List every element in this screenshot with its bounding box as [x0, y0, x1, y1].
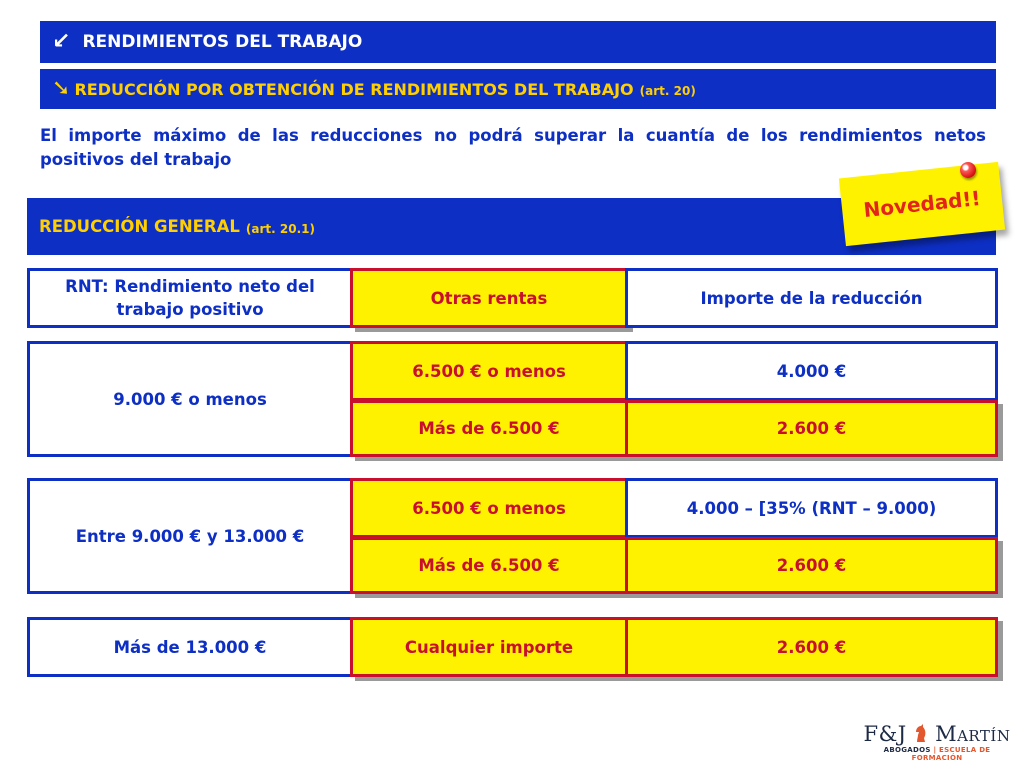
group1-row2-importe-label: 2.600 € [776, 419, 847, 438]
header-otras-label: Otras rentas [430, 288, 548, 308]
group1-row2-otras-label: Más de 6.500 € [418, 419, 560, 438]
logo-subtitle [862, 746, 1012, 762]
header-otras [350, 268, 628, 328]
subheader-title: REDUCCIÓN POR OBTENCIÓN DE RENDIMIENTOS DEL TRABAJO [74, 79, 634, 99]
group2-row1-importe-label: 4.000 – [35% (RNT – 9.000) [686, 498, 937, 518]
pushpin-icon [960, 162, 976, 178]
group2-row2-otras-label: Más de 6.500 € [418, 556, 560, 575]
subheader-article: (art. 20) [639, 84, 696, 98]
subheader-bar [40, 69, 996, 109]
header-importe-label: Importe de la reducción [700, 288, 923, 308]
group2-row2-otras [350, 537, 628, 594]
logo-name: Martín [935, 722, 1011, 746]
group3-rnt [27, 617, 353, 677]
group3-row1-otras-label: Cualquier importe [404, 637, 574, 657]
logo-main [862, 722, 1012, 746]
company-logo [862, 722, 1012, 762]
intro-text: El importe máximo de las reducciones no podrá superar la cuantía de los rendimientos netos positivos del trabajo [40, 126, 986, 169]
group1-row1-importe [625, 341, 998, 401]
header-rnt [27, 268, 353, 328]
group3-row1-otras [350, 617, 628, 677]
group2-rnt-label: Entre 9.000 € y 13.000 € [75, 526, 305, 546]
logo-sub-sep: | [933, 746, 937, 754]
group1-row1-importe-label: 4.000 € [776, 361, 847, 381]
group2-row1-otras [350, 478, 628, 538]
group1-rnt-label: 9.000 € o menos [113, 389, 267, 409]
header-importe [625, 268, 998, 328]
group3-rnt-label: Más de 13.000 € [113, 637, 267, 657]
group3-row1-importe [625, 617, 998, 677]
group2-rnt [27, 478, 353, 594]
group1-row1-otras-label: 6.500 € o menos [412, 361, 566, 381]
logo-sub-left: ABOGADOS [883, 746, 931, 754]
logo-sub-right: ESCUELA DE FORMACIÓN [911, 746, 991, 762]
group2-row1-importe [625, 478, 998, 538]
group2-row2-importe [625, 537, 998, 594]
group1-row2-otras [350, 400, 628, 457]
group2-row2-importe-label: 2.600 € [776, 556, 847, 575]
group3-row1-importe-label: 2.600 € [776, 637, 847, 657]
group1-row1-otras [350, 341, 628, 401]
group2-row1-otras-label: 6.500 € o menos [412, 498, 566, 518]
header-bar [40, 21, 996, 63]
group1-row2-importe [625, 400, 998, 457]
sticky-note-text: Novedad!! [862, 185, 982, 223]
logo-initials: F&J [863, 722, 907, 746]
group1-rnt [27, 341, 353, 457]
arrow-down-right-icon: ➘ [52, 76, 71, 101]
header-title: RENDIMIENTOS DEL TRABAJO [82, 32, 363, 52]
arrow-down-left-icon: ↙ [52, 29, 71, 54]
header-rnt-label: RNT: Rendimiento neto del trabajo positivo [65, 277, 315, 319]
section-article: (art. 20.1) [245, 221, 315, 236]
section-title: REDUCCIÓN GENERAL [39, 217, 240, 236]
knight-icon [914, 723, 928, 743]
